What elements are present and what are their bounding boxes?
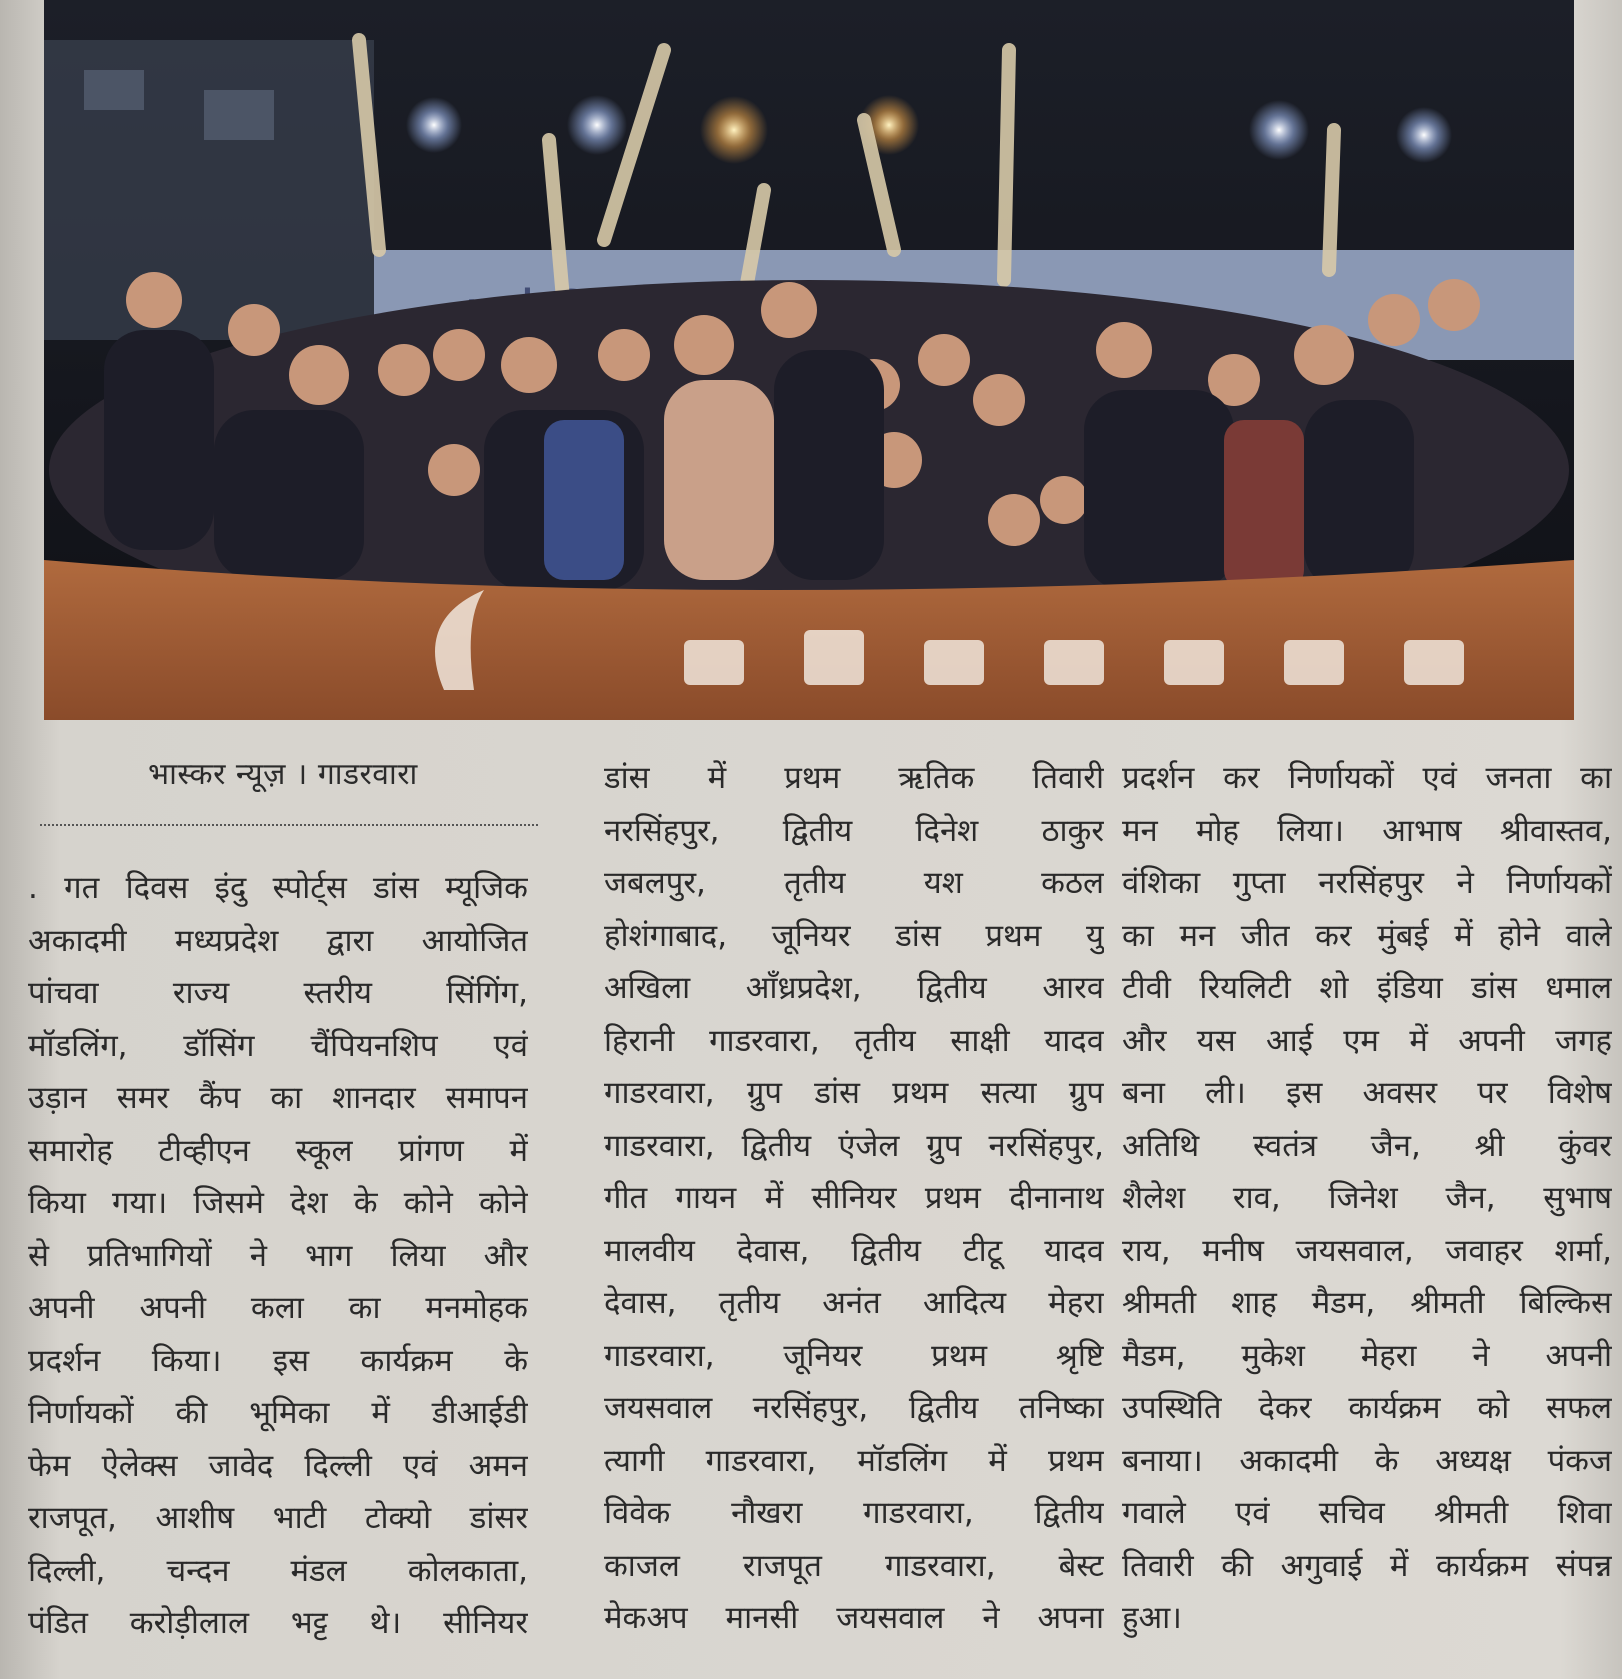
text-line: गीत गायन में सीनियर प्रथम दीनानाथ: [604, 1180, 1104, 1216]
text-line: दिल्ली, चन्दन मंडल कोलकाता,: [28, 1552, 528, 1589]
text-line: मन मोह लिया। आभाष श्रीवास्तव,: [1122, 812, 1612, 849]
photo-illustration: [44, 0, 1574, 720]
text-line: विवेक नौखरा गाडरवारा, द्वितीय: [604, 1495, 1104, 1531]
text-line: वंशिका गुप्ता नरसिंहपुर ने निर्णायकों: [1122, 865, 1612, 901]
text-line: अतिथि स्वतंत्र जैन, श्री कुंवर: [1122, 1127, 1612, 1164]
text-line: राजपूत, आशीष भाटी टोक्यो डांसर: [28, 1500, 528, 1536]
group-photo: [44, 0, 1574, 720]
text-line: श्रीमती शाह मैडम, श्रीमती बिल्किस: [1122, 1285, 1612, 1321]
text-line: मालवीय देवास, द्वितीय टीटू यादव: [604, 1232, 1104, 1269]
text-line: मॉडलिंग, डॉसिंग चैंपियनशिप एवं: [28, 1027, 528, 1064]
text-line: अपनी अपनी कला का मनमोहक: [28, 1290, 528, 1326]
text-line: निर्णायकों की भूमिका में डीआईडी: [28, 1395, 528, 1431]
text-line: फेम ऐलेक्स जावेद दिल्ली एवं अमन: [28, 1447, 528, 1484]
news-article: [18, 752, 1612, 1672]
byline-divider: [40, 824, 538, 826]
text-line: पंडित करोड़ीलाल भट्ट थे। सीनियर: [28, 1605, 528, 1641]
text-line: मेकअप मानसी जयसवाल ने अपना: [604, 1600, 1104, 1636]
text-line: गाडरवारा, जूनियर प्रथम श्रृष्टि: [604, 1337, 1104, 1374]
text-line: काजल राजपूत गाडरवारा, बेस्ट: [604, 1547, 1104, 1584]
text-line: अकादमी मध्यप्रदेश द्वारा आयोजित: [28, 922, 528, 959]
text-line: राय, मनीष जयसवाल, जवाहर शर्मा,: [1122, 1232, 1612, 1269]
text-line: तिवारी की अगुवाई में कार्यक्रम संपन्न: [1122, 1547, 1612, 1584]
text-line: गवाले एवं सचिव श्रीमती शिवा: [1122, 1495, 1612, 1531]
column-2: [604, 752, 1104, 1645]
text-line: बना ली। इस अवसर पर विशेष: [1122, 1075, 1612, 1111]
text-line: पांचवा राज्य स्तरीय सिंगिंग,: [28, 975, 528, 1011]
text-line: उपस्थिति देकर कार्यक्रम को सफल: [1122, 1390, 1612, 1426]
text-line: त्यागी गाडरवारा, मॉडलिंग में प्रथम: [604, 1442, 1104, 1479]
byline: भास्कर न्यूज़ । गाडरवारा: [148, 757, 418, 792]
text-line: देवास, तृतीय अनंत आदित्य मेहरा: [604, 1285, 1104, 1321]
text-line: बनाया। अकादमी के अध्यक्ष पंकज: [1122, 1442, 1612, 1479]
text-line: होशंगाबाद, जूनियर डांस प्रथम यु: [604, 917, 1104, 954]
text-line: मैडम, मुकेश मेहरा ने अपनी: [1122, 1337, 1612, 1374]
text-line: अखिला आँध्रप्रदेश, द्वितीय आरव: [604, 970, 1104, 1006]
text-line: जबलपुर, तृतीय यश कठल: [604, 865, 1104, 901]
text-line: नरसिंहपुर, द्वितीय दिनेश ठाकुर: [604, 812, 1104, 849]
text-line: का मन जीत कर मुंबई में होने वाले: [1122, 917, 1612, 954]
text-line: गाडरवारा, ग्रुप डांस प्रथम सत्या ग्रुप: [604, 1075, 1104, 1111]
text-line: और यस आई एम में अपनी जगह: [1122, 1022, 1612, 1059]
text-line: उड़ान समर कैंप का शानदार समापन: [28, 1080, 528, 1116]
text-line: प्रदर्शन कर निर्णायकों एवं जनता का: [1122, 760, 1612, 796]
text-line: टीवी रियलिटी शो इंडिया डांस धमाल: [1122, 970, 1612, 1006]
text-line: शैलेश राव, जिनेश जैन, सुभाष: [1122, 1180, 1612, 1216]
column-3: [1122, 752, 1612, 1645]
text-line: किया गया। जिसमे देश के कोने कोने: [28, 1185, 528, 1221]
text-line: गाडरवारा, द्वितीय एंजेल ग्रुप नरसिंहपुर,: [604, 1127, 1104, 1164]
text-line: . गत दिवस इंदु स्पोर्ट्स डांस म्यूजिक: [28, 870, 528, 906]
text-line: हुआ।: [1122, 1600, 1182, 1636]
text-line: से प्रतिभागियों ने भाग लिया और: [28, 1237, 528, 1274]
text-line: जयसवाल नरसिंहपुर, द्वितीय तनिष्का: [604, 1390, 1104, 1426]
text-line: डांस में प्रथम ऋतिक तिवारी: [604, 760, 1104, 796]
text-line: हिरानी गाडरवारा, तृतीय साक्षी यादव: [604, 1022, 1104, 1059]
text-line: प्रदर्शन किया। इस कार्यक्रम के: [28, 1342, 528, 1379]
text-line: समारोह टीव्हीएन स्कूल प्रांगण में: [28, 1132, 528, 1169]
column-1: [28, 862, 528, 1650]
